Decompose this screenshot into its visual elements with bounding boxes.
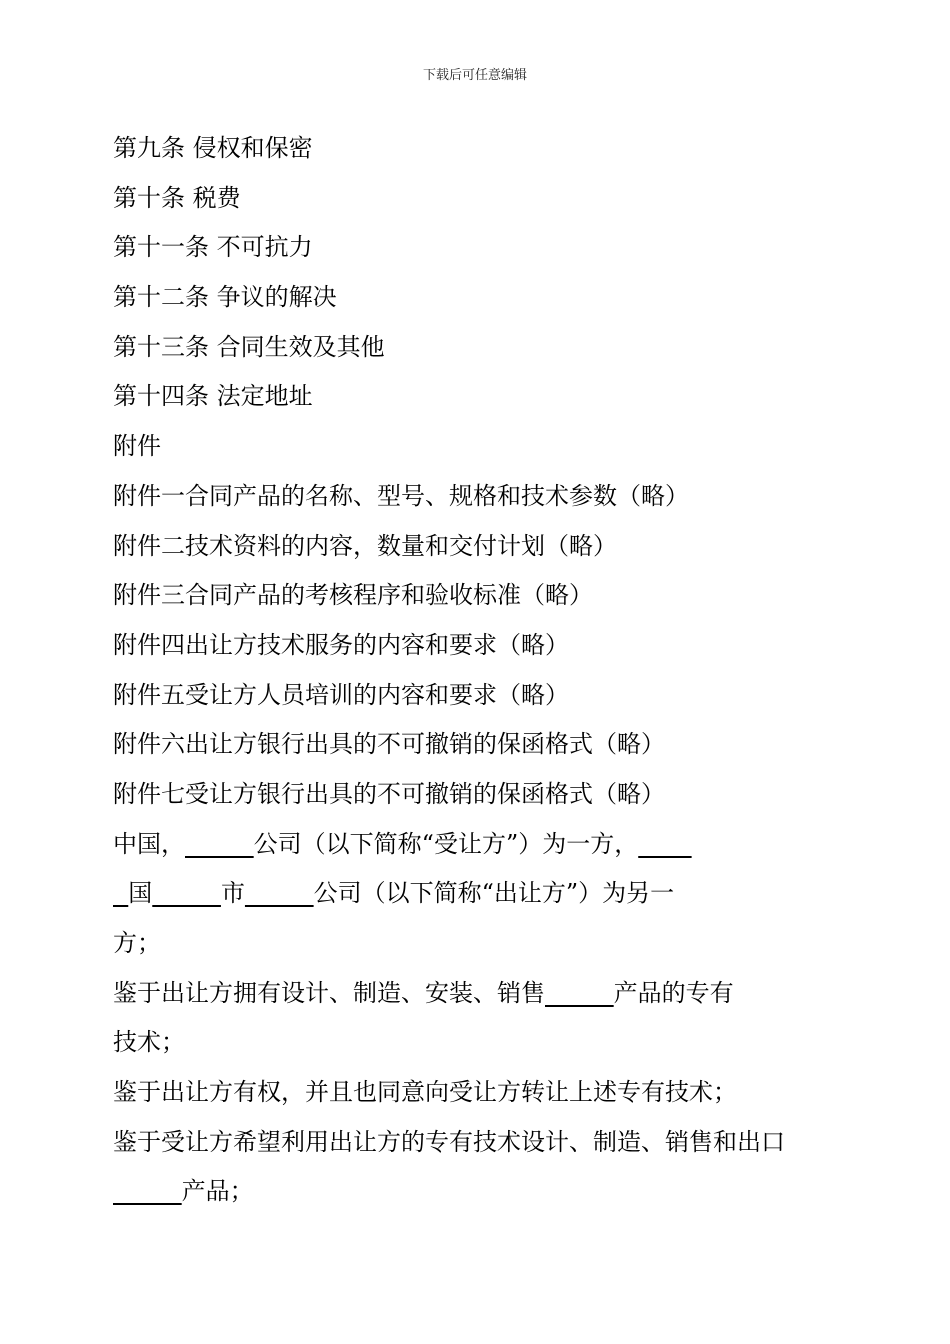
article-14-title: 第十四条 法定地址 [113, 382, 313, 411]
parties-text: 中国， [113, 829, 185, 858]
whereas-3-line-1: 鉴于受让方希望利用出让方的专有技术设计、制造、销售和出口 [113, 1127, 785, 1156]
article-9-title: 第九条 侵权和保密 [113, 134, 313, 162]
whereas-1-line-2: 技术； [113, 1028, 185, 1057]
appendix-2: 附件二技术资料的内容，数量和交付计划（略） [113, 531, 617, 560]
blank-field [113, 1177, 182, 1205]
article-10-title: 第十条 税费 [113, 183, 241, 212]
parties-text: 公司（以下简称“受让方”）为一方， [253, 829, 639, 858]
blank-field [113, 879, 128, 907]
appendix-5: 附件五受让方人员培训的内容和要求（略） [113, 680, 569, 709]
parties-line-2 [113, 869, 837, 919]
appendix-4: 附件四出让方技术服务的内容和要求（略） [113, 630, 569, 659]
article-13-title: 第十三条 合同生效及其他 [113, 332, 385, 361]
whereas-3-line-2 [113, 1167, 837, 1217]
blank-field [638, 830, 691, 858]
parties-line-1 [113, 820, 837, 870]
whereas-text: 产品的专有 [613, 978, 734, 1007]
blank-field [545, 979, 614, 1007]
blank-field [245, 879, 314, 907]
parties-text: 公司（以下简称“出让方”）为另一 [313, 879, 675, 908]
appendix-3: 附件三合同产品的考核程序和验收标准（略） [113, 581, 593, 610]
whereas-1-line-1 [113, 969, 837, 1019]
parties-text: 市 [220, 879, 245, 908]
article-11-title: 第十一条 不可抗力 [113, 233, 313, 262]
blank-field [152, 879, 221, 907]
appendix-7: 附件七受让方银行出具的不可撤销的保函格式（略） [113, 779, 665, 808]
parties-line-3: 方； [113, 929, 161, 957]
whereas-text: 产品； [181, 1177, 254, 1206]
whereas-2: 鉴于出让方有权，并且也同意向受让方转让上述专有技术； [113, 1078, 737, 1107]
article-12-title: 第十二条 争议的解决 [113, 283, 337, 312]
document-body [113, 124, 837, 1217]
blank-field [185, 830, 254, 858]
whereas-text: 鉴于出让方拥有设计、制造、安装、销售 [113, 978, 545, 1007]
appendix-6: 附件六出让方银行出具的不可撤销的保函格式（略） [113, 730, 665, 759]
appendix-heading: 附件 [113, 432, 161, 461]
page-header-note: 下载后可任意编辑 [422, 68, 527, 83]
appendix-1: 附件一合同产品的名称、型号、规格和技术参数（略） [113, 481, 689, 510]
parties-text: 国 [128, 879, 153, 908]
